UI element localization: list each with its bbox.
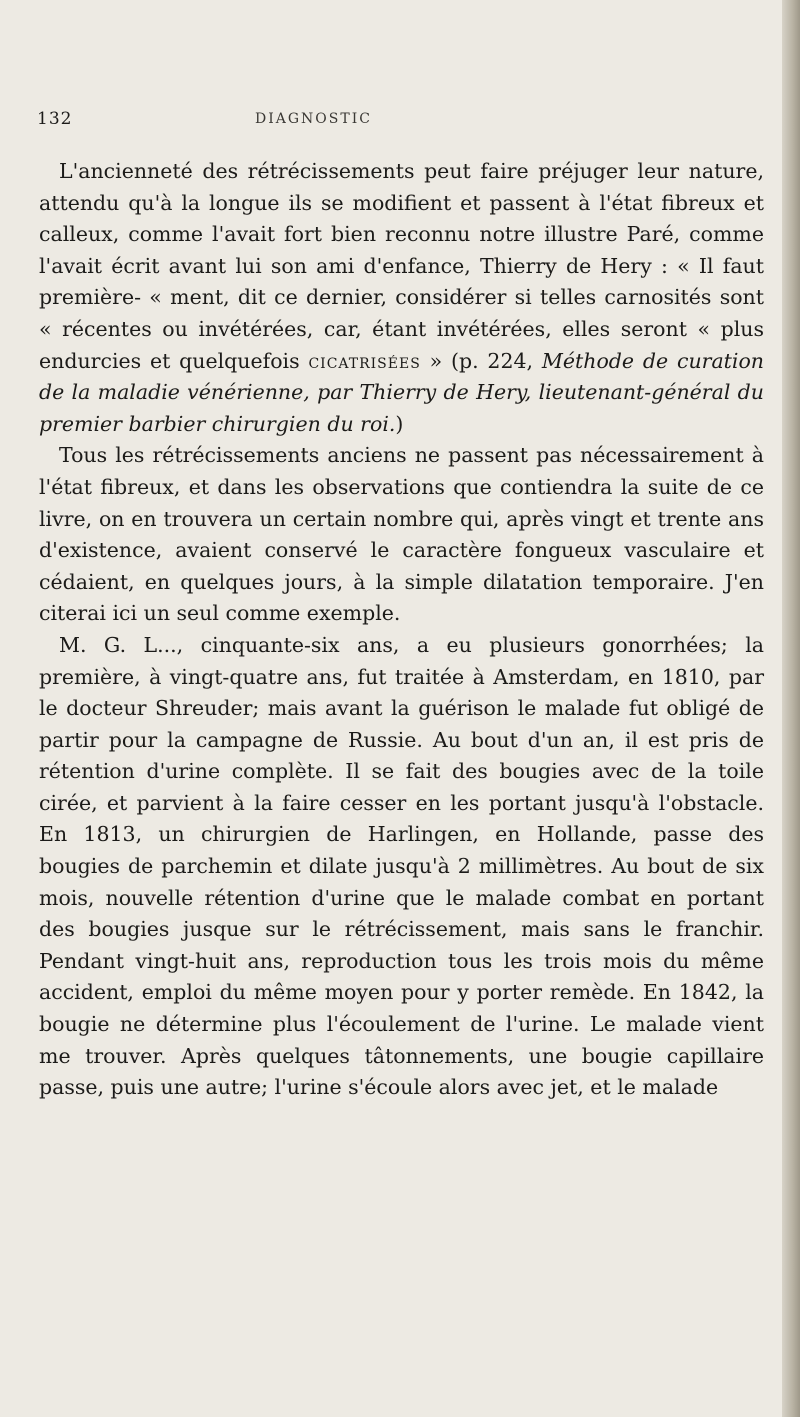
paragraph-3: M. G. L..., cinquante-six ans, a eu plusieurs gonorrhées; la première, à vingt-quatre ans, fut traitée à Amsterdam, en 1810, par le docteur Shreuder; mais avant la guérison le malade fut obligé de partir pour la campagne de Russie. Au bout d'un an, il est pris de rétention d'urine complète. Il se fait des bougies avec de la toile cirée, et parvient à la faire cesser en les portant jusqu'à l'obstacle. En 1813, un chirurgien de Harlingen, en Hollande, passe des bougies de parchemin et dilate jusqu'à 2 millimètres. Au bout de six mois, nouvelle rétention d'urine que le malade combat en portant des bougies jusque sur le rétrécissement, mais sans le franchir. Pendant vingt-huit ans, reproduction tous les trois mois du même accident, emploi du même moyen pour y porter remède. En 1842, la bougie ne détermine plus l'écoulement de l'urine. Le malade vient me trouver. Après quelques tâtonnements, une bougie capillaire passe, puis une autre; l'urine s'écoule alors avec jet, et le malade <box>39 632 764 1100</box>
paragraph-2: Tous les rétrécissements anciens ne passent pas nécessairement à l'état fibreux, et dans les observations que contiendra la suite de ce livre, on en trouvera un certain nombre qui, après vingt et trente ans d'existence, avaient conservé le caractère fongueux vasculaire et cédaient, en quelques jours, à la simple dilatation temporaire. J'en citerai ici un seul comme exemple. <box>39 443 764 626</box>
running-head: DIAGNOSTIC <box>255 111 372 127</box>
book-spine-shadow <box>782 0 800 1417</box>
paragraph-1-text: L'ancienneté des rétrécissements peut faire préjuger leur nature, attendu qu'à la longue ils se modifient et passent à l'état fibreux et calleux, comme l'avait fort bien reconnu notre illustre Paré, comme l'avait écrit avant lui son ami d'enfance, Thierry de Hery : « Il faut première- « ment, dit ce dernier, considérer si telles carnosités sont « récentes ou invétérées, car, étant invétérées, elles seront « plus endurcies et quelquefois <box>39 159 764 373</box>
small-caps-word: cicatrisées <box>308 348 421 373</box>
page-header <box>37 109 737 133</box>
page-number: 132 <box>37 109 73 129</box>
paragraph-1-close: ) <box>395 411 404 436</box>
body-text <box>39 156 764 1104</box>
paragraph-1-citation: » (p. 224, <box>420 348 542 373</box>
paragraph-1 <box>39 156 764 440</box>
cited-work-title: Méthode de curation de la maladie vénérienne, par Thierry de Hery, lieutenant-général du premier barbier chirurgien du roi. <box>39 348 765 436</box>
